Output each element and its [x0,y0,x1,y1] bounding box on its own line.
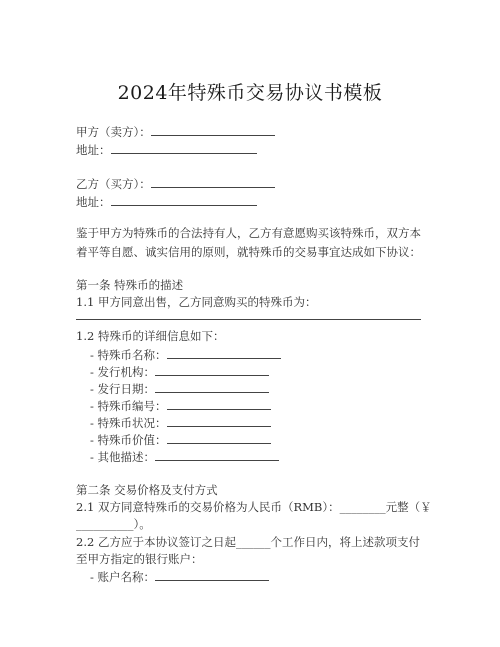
party-a-line [76,124,275,139]
detail-coin-number [90,398,271,413]
preamble-line-2: 着平等自愿、诚实信用的原则，就特殊币的交易事宜达成如下协议： [76,245,421,259]
detail-blank [155,364,269,376]
party-a-address-label: 地址： [76,143,111,157]
party-a-blank [151,124,275,136]
article-2-item-1-line-2: __________）。 [76,517,151,531]
detail-label: - 特殊币状况： [90,416,167,430]
article-1-item-2: 1.2 特殊币的详细信息如下： [76,329,225,343]
detail-blank [155,381,269,393]
article-2-item-2-line-1: 2.2 乙方应于本协议签订之日起______个工作日内，将上述款项支付 [76,535,420,549]
detail-label: - 特殊币编号： [90,399,167,413]
article-2-item-1-line-1: 2.1 双方同意特殊币的交易价格为人民币（RMB）：________元整（￥ [76,500,432,514]
detail-coin-value [90,432,271,447]
account-name-label: - 账户名称： [90,570,156,584]
detail-other-description [90,449,279,464]
party-b-blank [151,176,275,188]
account-name-blank [155,569,269,581]
detail-blank [167,347,281,359]
article-1-item-1-blank [76,319,421,320]
party-a-address-blank [111,142,257,154]
party-b-address-blank [111,194,257,206]
party-b-address-line [76,194,257,209]
detail-label: - 特殊币名称： [90,348,167,362]
preamble-line-1: 鉴于甲方为特殊币的合法持有人，乙方有意愿购买该特殊币，双方本 [76,226,421,240]
detail-label: - 发行机构： [90,365,156,379]
detail-issue-date [90,381,269,396]
detail-label: - 发行日期： [90,382,156,396]
party-b-line [76,176,275,191]
detail-blank [167,415,271,427]
article-2-heading: 第二条 交易价格及支付方式 [76,483,218,497]
party-b-label: 乙方（买方）： [76,177,151,191]
detail-label: - 特殊币价值： [90,433,167,447]
article-1-item-1: 1.1 甲方同意出售，乙方同意购买的特殊币为： [76,295,317,309]
article-2-item-2-line-2: 至甲方指定的银行账户： [76,552,203,566]
detail-coin-name [90,347,281,362]
detail-coin-condition [90,415,271,430]
party-a-address-line [76,142,257,157]
party-b-address-label: 地址： [76,195,111,209]
detail-blank [167,398,271,410]
article-1-heading: 第一条 特殊币的描述 [76,278,184,292]
detail-blank [155,449,279,461]
detail-blank [167,432,271,444]
party-a-label: 甲方（卖方）： [76,125,151,139]
document-title: 2024年特殊币交易协议书模板 [117,82,383,104]
account-name-line [90,569,269,584]
detail-issuer [90,364,269,379]
detail-label: - 其他描述： [90,450,156,464]
